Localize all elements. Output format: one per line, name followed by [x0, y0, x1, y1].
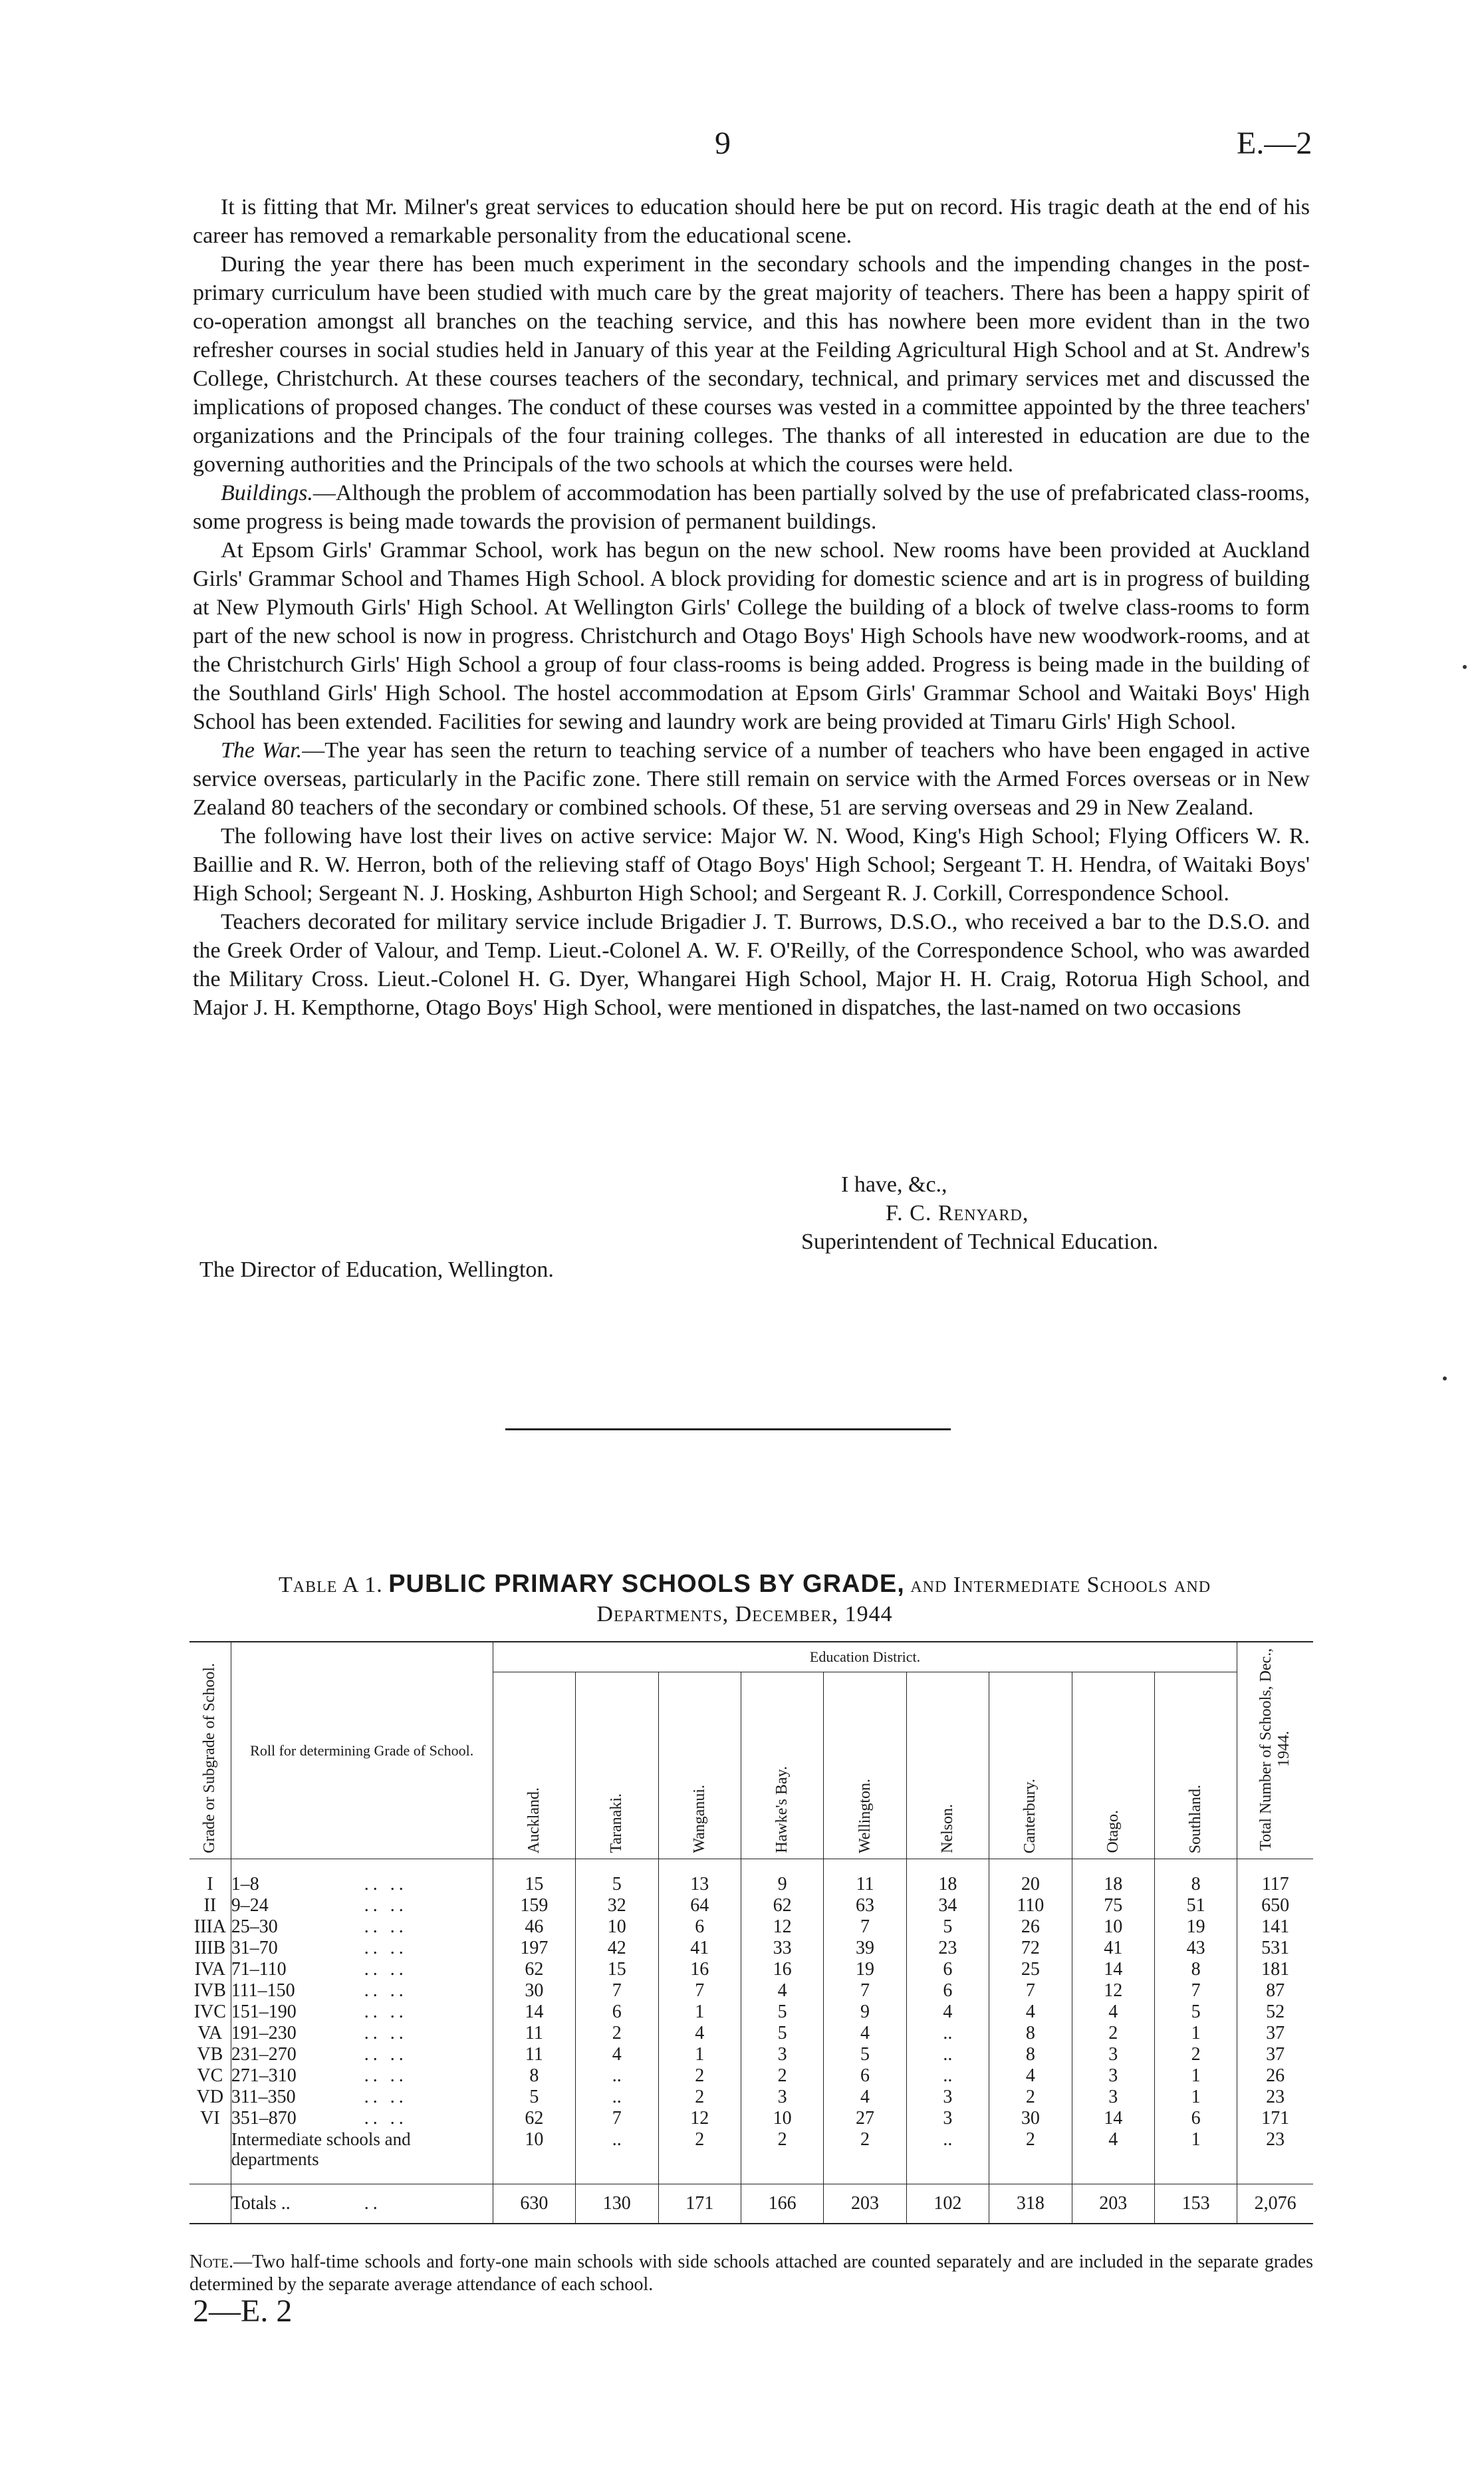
totals-row: [189, 2184, 1313, 2224]
grade-cell: VA: [197, 2023, 223, 2043]
value-cell: 8: [989, 2023, 1072, 2044]
total-column-header: Total Number of Schools, Dec., 1944.: [1237, 1642, 1313, 1859]
grade-column-header: Grade or Subgrade of School.: [189, 1642, 231, 1859]
value-cell: 3: [741, 2044, 823, 2065]
roll-cell: 311–350 .. ..: [231, 2087, 493, 2108]
value-cell: 62: [493, 2108, 575, 2129]
value-cell: 4: [1072, 2129, 1154, 2169]
value-cell: 4: [576, 2044, 658, 2065]
value-cell: 1: [1154, 2129, 1237, 2169]
roll-cell: 111–150 .. ..: [231, 1980, 493, 2002]
total-cell: 52: [1237, 2002, 1313, 2023]
value-cell: 2: [658, 2129, 741, 2169]
grade-cell: IVC: [193, 2002, 226, 2022]
value-cell: 5: [741, 2002, 823, 2023]
value-cell: 33: [741, 1938, 823, 1959]
value-cell: 2: [658, 2087, 741, 2108]
table-row: [189, 2023, 1313, 2044]
total-value-cell: 130: [576, 2184, 658, 2224]
value-cell: 3: [1072, 2065, 1154, 2087]
total-value-cell: 318: [989, 2184, 1072, 2224]
signature-title: Superintendent of Technical Education.: [801, 1230, 1159, 1254]
total-cell: 171: [1237, 2108, 1313, 2129]
total-cell: 23: [1237, 2087, 1313, 2108]
value-cell: 3: [1072, 2044, 1154, 2065]
war-heading: The War.: [221, 738, 303, 763]
value-cell: 25: [989, 1959, 1072, 1980]
table-row: [189, 2044, 1313, 2065]
value-cell: 197: [493, 1938, 575, 1959]
value-cell: 75: [1072, 1895, 1154, 1916]
value-cell: 2: [1072, 2023, 1154, 2044]
paragraph-building-progress: At Epsom Girls' Grammar School, work has begun on the new school. New rooms have been provided at Auckland Girls' Grammar School and Thames High School. A block providing for domestic science and art is in progress of building at New Plymouth Girls' High School. At Wellington Girls' College the building of a block of twelve class-rooms to form part of the new school is now in progress. Christchurch and Otago Boys' High Schools have new woodwork-rooms, and at the Christchurch Girls' High School a group of four class-rooms is being added. Progress is being made in the building of the Southland Girls' High School. The hostel accommodation at Epsom Girls' Grammar School and Waitaki Boys' High School has been extended. Facilities for sewing and laundry work are being provided at Timaru Girls' High School.: [193, 538, 1310, 734]
value-cell: ..: [576, 2087, 658, 2108]
value-cell: 5: [576, 1859, 658, 1896]
page-reference: E.—2: [1237, 126, 1312, 161]
section-divider: [505, 1428, 951, 1430]
value-cell: 15: [576, 1959, 658, 1980]
roll-cell: 151–190 .. ..: [231, 2002, 493, 2023]
value-cell: 19: [1154, 1916, 1237, 1938]
value-cell: 51: [1154, 1895, 1237, 1916]
value-cell: 27: [824, 2108, 906, 2129]
intermediate-label: Intermediate schools and departments: [231, 2129, 493, 2169]
spacer-cell: [658, 2169, 741, 2184]
value-cell: 10: [576, 1916, 658, 1938]
value-cell: 1: [1154, 2065, 1237, 2087]
grade-cell: IVB: [193, 1980, 226, 2001]
value-cell: 7: [824, 1916, 906, 1938]
district-header: Hawke's Bay.: [741, 1672, 823, 1859]
value-cell: 110: [989, 1895, 1072, 1916]
value-cell: 3: [741, 2087, 823, 2108]
district-header: Nelson.: [906, 1672, 989, 1859]
value-cell: 13: [658, 1859, 741, 1896]
value-cell: 7: [576, 1980, 658, 2002]
value-cell: 4: [989, 2065, 1072, 2087]
total-cell: 37: [1237, 2044, 1313, 2065]
value-cell: 10: [1072, 1916, 1154, 1938]
total-value-cell: 171: [658, 2184, 741, 2224]
value-cell: 6: [906, 1959, 989, 1980]
buildings-heading: Buildings.: [221, 481, 313, 505]
total-cell: 87: [1237, 1980, 1313, 2002]
value-cell: 23: [906, 1938, 989, 1959]
grade-cell: IVA: [194, 1959, 225, 1980]
roll-column-header: Roll for determining Grade of School.: [231, 1642, 493, 1859]
total-cell: 531: [1237, 1938, 1313, 1959]
spacer-cell: [906, 2169, 989, 2184]
value-cell: 16: [658, 1959, 741, 1980]
value-cell: 72: [989, 1938, 1072, 1959]
spacer-cell: [1154, 2169, 1237, 2184]
value-cell: 4: [658, 2023, 741, 2044]
table-title: Table A 1. PUBLIC PRIMARY SCHOOLS BY GRADE, and Intermediate Schools and Departments, December, 1944: [278, 1570, 1211, 1626]
spacer-cell: [1237, 2169, 1313, 2184]
spacer-cell: [989, 2169, 1072, 2184]
roll-cell: 1–8 .. ..: [231, 1859, 493, 1896]
roll-cell: 231–270 .. ..: [231, 2044, 493, 2065]
value-cell: 34: [906, 1895, 989, 1916]
total-value-cell: 166: [741, 2184, 823, 2224]
roll-cell: 31–70 .. ..: [231, 1938, 493, 1959]
footer-reference: 2—E. 2: [193, 2293, 293, 2329]
spacer-cell: [493, 2169, 575, 2184]
value-cell: 12: [1072, 1980, 1154, 2002]
district-header: Otago.: [1072, 1672, 1154, 1859]
value-cell: 19: [824, 1959, 906, 1980]
value-cell: 11: [493, 2023, 575, 2044]
value-cell: 12: [741, 1916, 823, 1938]
value-cell: 6: [1154, 2108, 1237, 2129]
value-cell: 8: [493, 2065, 575, 2087]
district-header: Wanganui.: [658, 1672, 741, 1859]
total-value-cell: 630: [493, 2184, 575, 2224]
value-cell: 7: [1154, 1980, 1237, 2002]
table-row: [189, 1959, 1313, 1980]
roll-cell: 71–110 .. ..: [231, 1959, 493, 1980]
value-cell: 32: [576, 1895, 658, 1916]
signature-greeting: I have, &c.,: [841, 1172, 947, 1197]
spacer-cell: [824, 2169, 906, 2184]
spacer-cell: [231, 2169, 493, 2184]
value-cell: 5: [741, 2023, 823, 2044]
table-row: [189, 1980, 1313, 2002]
paragraph-milner: It is fitting that Mr. Milner's great services to education should here be put on record. His tragic death at the end of his career has removed a remarkable personality from the educational scene.: [193, 195, 1310, 248]
value-cell: 30: [989, 2108, 1072, 2129]
print-speck: [1443, 1376, 1447, 1380]
value-cell: 42: [576, 1938, 658, 1959]
value-cell: 39: [824, 1938, 906, 1959]
district-header: Auckland.: [493, 1672, 575, 1859]
value-cell: 1: [1154, 2023, 1237, 2044]
value-cell: 7: [824, 1980, 906, 2002]
value-cell: 20: [989, 1859, 1072, 1896]
total-cell: 26: [1237, 2065, 1313, 2087]
total-cell: 37: [1237, 2023, 1313, 2044]
value-cell: 5: [824, 2044, 906, 2065]
value-cell: 18: [1072, 1859, 1154, 1896]
paragraph-buildings: Buildings.—Although the problem of accommodation has been partially solved by the use of prefabricated class-rooms, some progress is being made towards the provision of permanent buildings.: [193, 481, 1310, 534]
value-cell: 5: [1154, 2002, 1237, 2023]
value-cell: 8: [1154, 1959, 1237, 1980]
value-cell: 7: [658, 1980, 741, 2002]
district-header: Wellington.: [824, 1672, 906, 1859]
table-row: [189, 1859, 1313, 1896]
value-cell: 14: [1072, 1959, 1154, 1980]
table-row: [189, 2065, 1313, 2087]
print-speck: [1463, 665, 1467, 669]
value-cell: 46: [493, 1916, 575, 1938]
value-cell: 14: [493, 2002, 575, 2023]
value-cell: 6: [576, 2002, 658, 2023]
value-cell: 3: [906, 2087, 989, 2108]
spacer-row: [189, 2169, 1313, 2184]
roll-cell: 9–24 .. ..: [231, 1895, 493, 1916]
value-cell: 30: [493, 1980, 575, 2002]
value-cell: ..: [576, 2129, 658, 2169]
grade-cell: II: [203, 1895, 217, 1916]
value-cell: 63: [824, 1895, 906, 1916]
value-cell: 6: [658, 1916, 741, 1938]
spacer-cell: [576, 2169, 658, 2184]
total-value-cell: 203: [1072, 2184, 1154, 2224]
value-cell: ..: [906, 2129, 989, 2169]
grade-cell: I: [207, 1874, 213, 1894]
spacer-cell: [741, 2169, 823, 2184]
roll-cell: 25–30 .. ..: [231, 1916, 493, 1938]
total-cell: 650: [1237, 1895, 1313, 1916]
value-cell: 1: [1154, 2087, 1237, 2108]
value-cell: 8: [989, 2044, 1072, 2065]
table-row: [189, 2002, 1313, 2023]
grade-cell: [189, 2129, 231, 2169]
paragraph-casualties: The following have lost their lives on active service: Major W. N. Wood, King's High School; Flying Officers W. R. Baillie and R. W. Herron, both of the relieving staff of Otago Boys' High School; Sergeant T. H. Hendra, of Waitaki Boys' High School; Sergeant N. J. Hosking, Ashburton High School; and Sergeant R. J. Corkill, Correspondence School.: [193, 824, 1310, 906]
value-cell: 4: [741, 1980, 823, 2002]
value-cell: 12: [658, 2108, 741, 2129]
value-cell: 2: [741, 2129, 823, 2169]
value-cell: 2: [658, 2065, 741, 2087]
intermediate-row: [189, 2129, 1313, 2169]
roll-cell: 191–230 .. ..: [231, 2023, 493, 2044]
report-body: [193, 193, 1310, 1022]
value-cell: 7: [576, 2108, 658, 2129]
value-cell: 2: [989, 2129, 1072, 2169]
table-row: [189, 1916, 1313, 1938]
value-cell: ..: [906, 2065, 989, 2087]
grade-cell: [189, 2184, 231, 2224]
table-row: [189, 2108, 1313, 2129]
value-cell: 18: [906, 1859, 989, 1896]
value-cell: 159: [493, 1895, 575, 1916]
spacer-cell: [189, 2169, 231, 2184]
page-number: 9: [715, 126, 731, 161]
value-cell: 41: [1072, 1938, 1154, 1959]
grade-cell: IIIB: [194, 1938, 226, 1958]
value-cell: 9: [741, 1859, 823, 1896]
grade-cell: IIIA: [193, 1916, 226, 1937]
value-cell: 1: [658, 2044, 741, 2065]
value-cell: 16: [741, 1959, 823, 1980]
value-cell: 2: [576, 2023, 658, 2044]
value-cell: ..: [576, 2065, 658, 2087]
total-value-cell: 203: [824, 2184, 906, 2224]
signature-name: F. C. Renyard,: [886, 1201, 1029, 1226]
table-row: [189, 2087, 1313, 2108]
table-note: Note.—Two half-time schools and forty-one main schools with side schools attached are counted separately and are included in the separate grades determined by the separate average attendance of each school.: [189, 2252, 1313, 2295]
totals-label: Totals .. ..: [231, 2184, 493, 2224]
value-cell: 2: [989, 2087, 1072, 2108]
spacer-cell: [1072, 2169, 1154, 2184]
table-row: [189, 1895, 1313, 1916]
roll-cell: 351–870 .. ..: [231, 2108, 493, 2129]
paragraph-decorations: Teachers decorated for military service include Brigadier J. T. Burrows, D.S.O., who received a bar to the D.S.O. and the Greek Order of Valour, and Temp. Lieut.-Colonel A. W. F. O'Reilly, of the Correspondence School, who was awarded the Military Cross. Lieut.-Colonel H. G. Dyer, Whangarei High School, Major H. H. Craig, Rotorua High School, and Major J. H. Kempthorne, Otago Boys' High School, were mentioned in dispatches, the last-named on two occasions: [193, 910, 1310, 1020]
value-cell: 4: [989, 2002, 1072, 2023]
value-cell: 43: [1154, 1938, 1237, 1959]
value-cell: 64: [658, 1895, 741, 1916]
value-cell: 6: [906, 1980, 989, 2002]
value-cell: 10: [741, 2108, 823, 2129]
value-cell: 2: [824, 2129, 906, 2169]
total-cell: 23: [1237, 2129, 1313, 2169]
district-header: Canterbury.: [989, 1672, 1072, 1859]
value-cell: 62: [741, 1895, 823, 1916]
value-cell: 11: [493, 2044, 575, 2065]
value-cell: 8: [1154, 1859, 1237, 1896]
grade-cell: VI: [200, 2108, 220, 2129]
table-row: [189, 1938, 1313, 1959]
value-cell: ..: [906, 2044, 989, 2065]
value-cell: 62: [493, 1959, 575, 1980]
value-cell: ..: [906, 2023, 989, 2044]
value-cell: 6: [824, 2065, 906, 2087]
total-value-cell: 153: [1154, 2184, 1237, 2224]
value-cell: 15: [493, 1859, 575, 1896]
total-value-cell: 102: [906, 2184, 989, 2224]
total-cell: 181: [1237, 1959, 1313, 1980]
paragraph-war: The War.—The year has seen the return to teaching service of a number of teachers who have been engaged in active service overseas, particularly in the Pacific zone. There still remain on service with the Armed Forces overseas or in New Zealand 80 teachers of the secondary or combined schools. Of these, 51 are serving overseas and 29 in New Zealand.: [193, 738, 1310, 820]
grade-cell: VD: [196, 2087, 224, 2107]
total-cell: 117: [1237, 1859, 1313, 1896]
value-cell: 11: [824, 1859, 906, 1896]
value-cell: 2: [741, 2065, 823, 2087]
value-cell: 41: [658, 1938, 741, 1959]
grade-cell: VC: [197, 2065, 223, 2086]
grand-total-cell: 2,076: [1237, 2184, 1313, 2224]
value-cell: 3: [1072, 2087, 1154, 2108]
value-cell: 9: [824, 2002, 906, 2023]
value-cell: 26: [989, 1916, 1072, 1938]
value-cell: 1: [658, 2002, 741, 2023]
roll-cell: 271–310 .. ..: [231, 2065, 493, 2087]
value-cell: 14: [1072, 2108, 1154, 2129]
value-cell: 5: [906, 1916, 989, 1938]
value-cell: 7: [989, 1980, 1072, 2002]
education-district-header: Education District.: [493, 1642, 1237, 1672]
value-cell: 2: [1154, 2044, 1237, 2065]
total-cell: 141: [1237, 1916, 1313, 1938]
value-cell: 3: [906, 2108, 989, 2129]
value-cell: 4: [906, 2002, 989, 2023]
district-header: Taranaki.: [576, 1672, 658, 1859]
district-header: Southland.: [1154, 1672, 1237, 1859]
grade-table: [189, 1641, 1313, 2224]
value-cell: 10: [493, 2129, 575, 2169]
addressee: The Director of Education, Wellington.: [199, 1257, 554, 1282]
paragraph-curriculum: During the year there has been much experiment in the secondary schools and the impending changes in the post-primary curriculum have been studied with much care by the great majority of teachers. There has been a happy spirit of co-operation amongst all branches on the teaching service, and this has nowhere been more evident than in the two refresher courses in social studies held in January of this year at the Feilding Agricultural High School and at St. Andrew's College, Christchurch. At these courses teachers of the secondary, technical, and primary services met and discussed the implications of proposed changes. The conduct of these courses was vested in a committee appointed by the three teachers' organizations and the Principals of the four training colleges. The thanks of all interested in education are due to the governing authorities and the Principals of the two schools at which the courses were held.: [193, 252, 1310, 477]
grade-cell: VB: [197, 2044, 223, 2065]
value-cell: 4: [1072, 2002, 1154, 2023]
value-cell: 4: [824, 2087, 906, 2108]
value-cell: 4: [824, 2023, 906, 2044]
value-cell: 5: [493, 2087, 575, 2108]
